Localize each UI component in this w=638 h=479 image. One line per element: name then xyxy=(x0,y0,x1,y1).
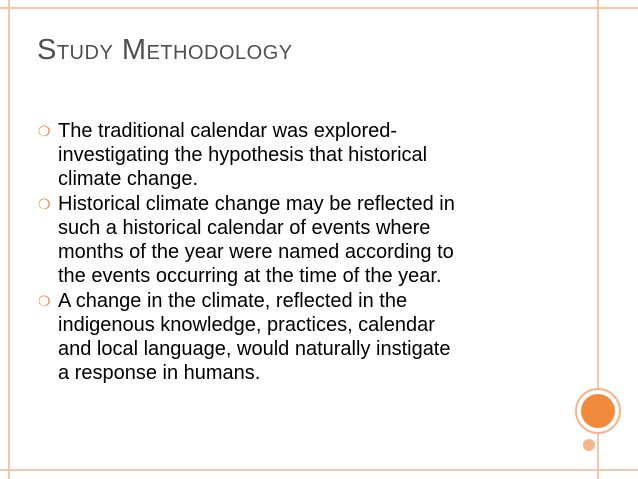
circle-bullet-icon: ❍ xyxy=(38,196,51,212)
frame-bottom-line xyxy=(0,469,638,471)
bullet-item xyxy=(36,119,556,191)
bullet-text: A change in the climate, reflected in the indigenous knowledge, practices, calendar and local language, would naturally instigate a response in humans. xyxy=(58,290,451,384)
frame-left-line xyxy=(8,0,10,479)
bullet-text: Historical climate change may be reflected in such a historical calendar of events where months of the year were named according to the events occurring at the time of the year. xyxy=(58,193,455,287)
bullet-item xyxy=(36,289,556,385)
bullet-list xyxy=(36,119,556,386)
slide-title: Study Methodology xyxy=(37,34,293,66)
bullet-item xyxy=(36,192,556,288)
decorative-circle-small xyxy=(583,439,595,451)
bullet-text: The traditional calendar was explored- investigating the hypothesis that historical climate change. xyxy=(58,120,428,190)
circle-bullet-icon: ❍ xyxy=(38,293,51,309)
circle-bullet-icon: ❍ xyxy=(38,123,51,139)
decorative-circle-fill xyxy=(581,394,615,428)
frame-top-line xyxy=(0,7,638,9)
